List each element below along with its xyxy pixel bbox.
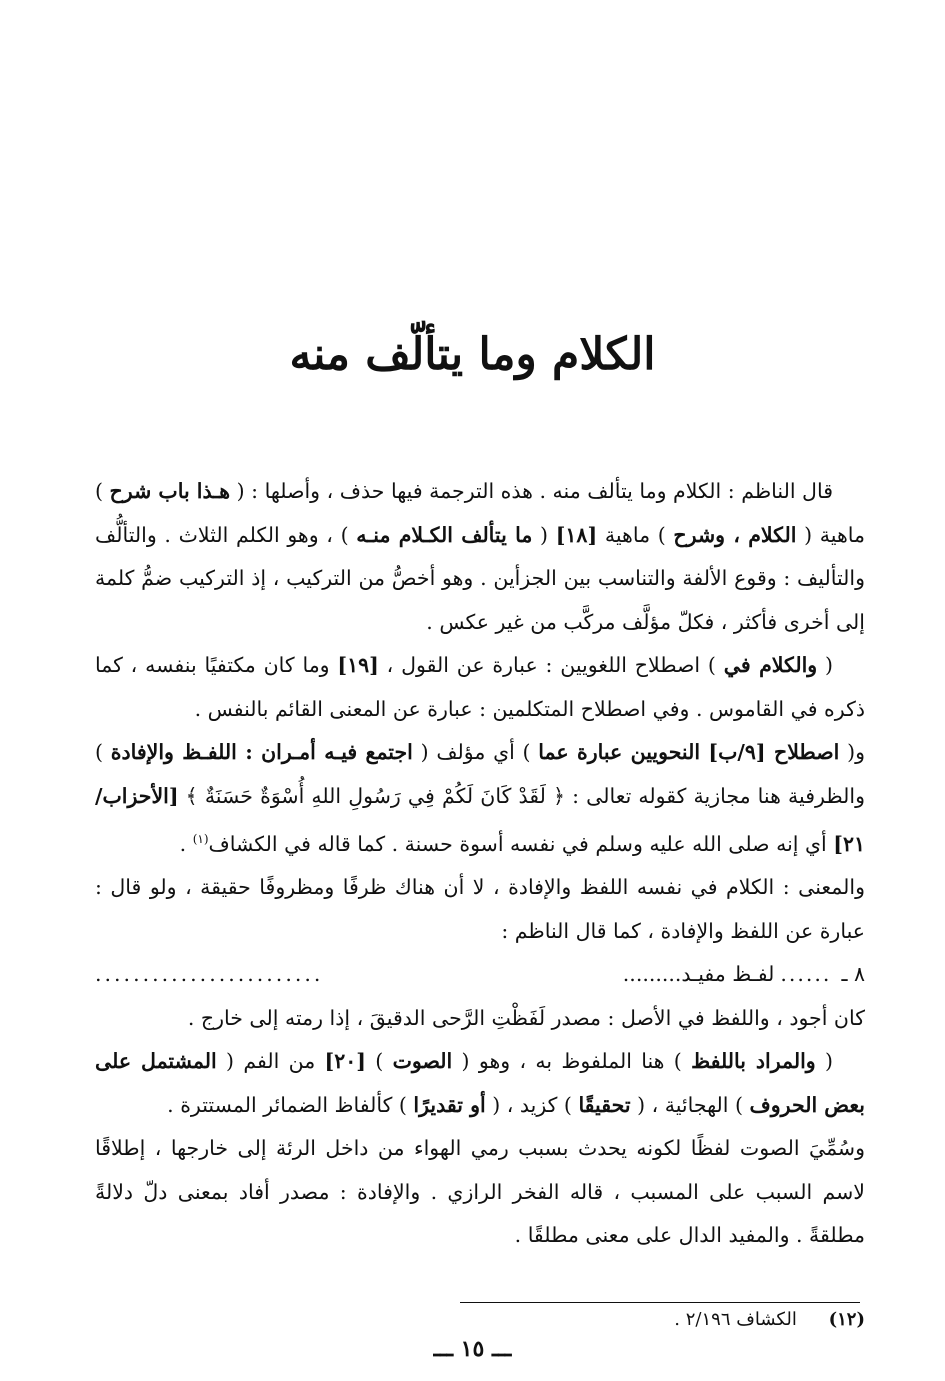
bold-text-run: هـذا باب شرح — [109, 479, 231, 503]
paragraph-1 — [95, 470, 865, 644]
manuscript-ref: [١٩] — [337, 653, 379, 677]
text-run: ( — [815, 1049, 834, 1074]
bold-text-run: أو تقديرًا — [413, 1092, 486, 1117]
text-run: أي إنه صلى الله عليه وسلم في نفسه أسوة حسنة . كما قاله في الكشاف — [208, 831, 834, 856]
bold-text-run: الكلام ، وشرح — [673, 522, 797, 547]
bold-text-run: تحقيقًا — [578, 1092, 631, 1117]
verse-ellipsis: ........................ — [95, 962, 324, 987]
text-run: ) أي مؤلف ( — [412, 740, 539, 764]
verse-text: لفـظ مفيـد......... — [622, 962, 775, 987]
text-run: و( — [839, 740, 865, 764]
manuscript-ref: [٢٠] — [324, 1049, 366, 1074]
quran-verse: ) والظرفية هنا مجازية كقوله تعالى : ﴿ لَقَدْ كَانَ لَكُمْ فِي رَسُولِ اللهِ أُسْوَةٌ حَسَنَةٌ ﴾ — [95, 740, 865, 808]
footnote — [365, 1305, 865, 1335]
text-run: ) ماهية — [597, 522, 674, 547]
page-number: ـــ ١٥ ـــ — [433, 1336, 512, 1362]
paragraph-4: والمعنى : الكلام في نفسه اللفظ والإفادة ، لا أن هناك ظرفًا ومظروفًا حقيقة ، ولو قال : عبارة عن اللفظ والإفادة ، كما قال الناظم : — [95, 875, 865, 943]
text-run: ) ماهية ( — [95, 479, 866, 547]
body-text — [95, 470, 865, 1258]
text-run: ) — [365, 1049, 393, 1074]
paragraph-5: كان أجود ، واللفظ في الأصل : مصدر لَفَظْتِ الرَّحى الدقيقَ ، إذا رمته إلى خارج . — [187, 1005, 865, 1030]
text-run: من الفم ( — [216, 1049, 325, 1074]
bold-text-run: والمراد باللفظ — [691, 1049, 816, 1074]
manuscript-ref: [١٨] — [555, 522, 598, 547]
bold-text-run: اجتمع فيـه أمـران : اللفـظ والإفادة — [110, 740, 413, 764]
text-run: ) الهجائية ، ( — [630, 1092, 750, 1117]
verse-ellipsis: ...... — [780, 962, 832, 987]
text-run: ) هنا الملفوظ به ، وهو ( — [452, 1049, 692, 1074]
paragraph-7: وسُمِّيَ الصوت لفظًا لكونه يحدث بسبب رمي الهواء من داخل الرئة إلى خارجها ، إطلاقًا لاسم السبب على المسبب ، قاله الفخر الرازي . والإفادة : مصدر أفاد بمعنى دلّ دلالةً مطلقةً . والمفيد الدال على معنى مطلقًا . — [95, 1136, 865, 1248]
footnote-divider — [460, 1302, 860, 1303]
bold-text-run: ما يتألف الكـلام منـه — [356, 522, 533, 547]
text-run: ) كزيد ، ( — [485, 1092, 579, 1117]
bold-text-run: المشتمل على بعض الحروف — [95, 1049, 865, 1117]
footnote-text: الكشاف ٢/١٩٦ . — [674, 1309, 797, 1330]
text-run: ) اصطلاح اللغويين : عبارة عن القول ، — [378, 653, 724, 677]
bold-text-run: اصطلاح [٩/ب] النحويين عبارة عما — [538, 740, 840, 764]
paragraph-2 — [95, 644, 865, 731]
paragraph-6 — [95, 1040, 865, 1127]
text-run: ) ، وهو الكلم الثلاث . والتألُّف والتأليف : وقوع الألفة والتناسب بين الجزأين . وهو أخصُّ من التركيب ، إذ التركيب ضمُّ كلمة إلى أخرى فأكثر ، فكلّ مؤلَّف مركَّب من غير عكس . — [95, 522, 865, 634]
paragraph-3 — [95, 731, 865, 866]
poem-verse-line — [95, 953, 865, 997]
text-run: قال الناظم : الكلام وما يتألف منه . هذه الترجمة فيها حذف ، وأصلها : ( — [230, 479, 833, 503]
text-run: ) كألفاظ الضمائر المستترة . — [167, 1092, 414, 1117]
chapter-title: الكلام وما يتألّف منه — [289, 329, 656, 381]
bold-text-run: والكلام في — [723, 653, 818, 677]
footnote-mark: (١٢) — [828, 1309, 865, 1330]
text-run: ( — [817, 653, 834, 677]
text-run: وما كان مكتفيًا بنفسه ، كما ذكره في القاموس . وفي اصطلاح المتكلمين : عبارة عن المعنى القائم بالنفس . — [95, 653, 865, 721]
text-run: . — [179, 831, 193, 856]
text-run: ( — [532, 522, 556, 547]
verse-citation: [الأحزاب/٢١] — [95, 783, 865, 856]
bold-text-run: الصوت — [392, 1049, 453, 1074]
footnote-ref[interactable]: (١) — [192, 832, 209, 846]
verse-number: ٨ ـ — [841, 962, 865, 987]
